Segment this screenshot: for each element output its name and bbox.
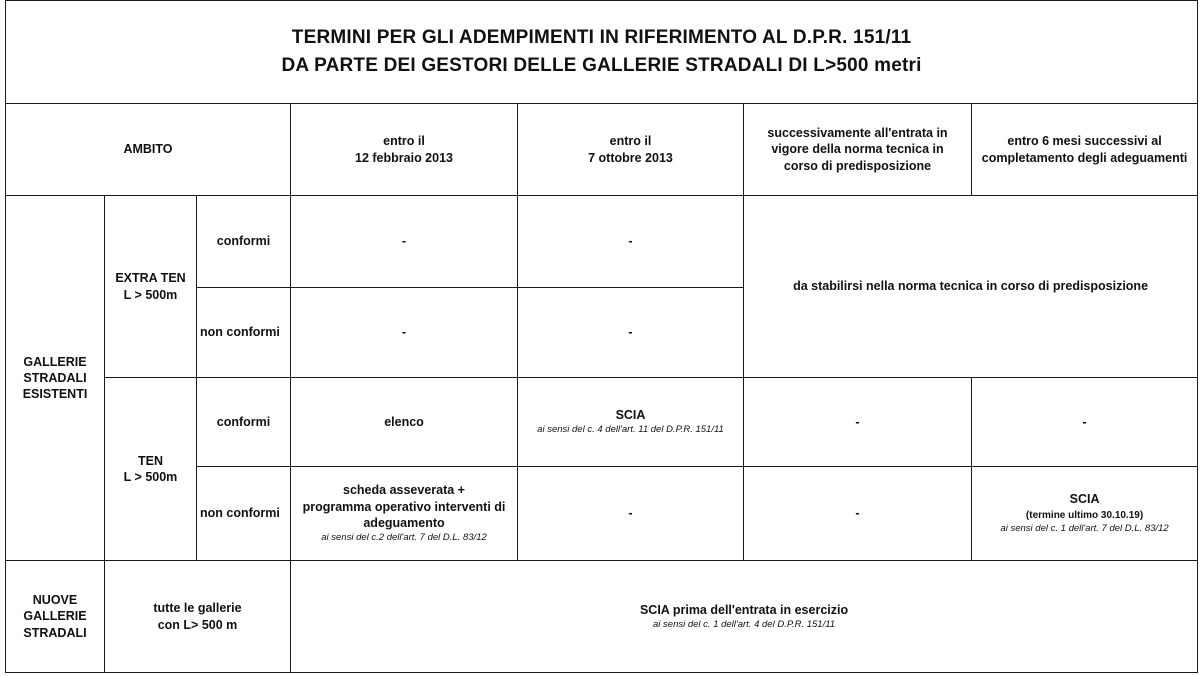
table-row xyxy=(6,378,1198,467)
header-col-after-norm: successivamente all'entrata in vigore della norma tecnica in corso di predisposizione xyxy=(744,104,972,196)
header-col-oct-2013: entro il 7 ottobre 2013 xyxy=(518,104,744,196)
header-ambito: AMBITO xyxy=(6,104,291,196)
extra-ten-conformi-label: conformi xyxy=(197,196,291,288)
title-row xyxy=(6,1,1198,104)
ten-conformi-col2: SCIA ai sensi del c. 4 dell'art. 11 del D.P.R. 151/11 xyxy=(518,378,744,467)
extra-ten-non-conformi-label: non conformi xyxy=(197,288,291,378)
ten-non-conformi-col1: scheda asseverata + programma operativo interventi di adeguamento ai sensi del c.2 dell'art. 7 del D.L. 83/12 xyxy=(291,467,518,561)
ten-non-conformi-col4: SCIA (termine ultimo 30.10.19) ai sensi del c. 1 dell'art. 7 del D.L. 83/12 xyxy=(972,467,1198,561)
ten-non-conformi-col2: - xyxy=(518,467,744,561)
ten-label: TEN L > 500m xyxy=(105,378,197,561)
extra-ten-non-conformi-col1: - xyxy=(291,288,518,378)
deadlines-document xyxy=(5,0,1197,672)
ten-non-conformi-col3: - xyxy=(744,467,972,561)
extra-ten-conformi-col2: - xyxy=(518,196,744,288)
header-col-6-months: entro 6 mesi successivi al completamento degli adeguamenti xyxy=(972,104,1198,196)
table-row xyxy=(6,561,1198,673)
header-row xyxy=(6,104,1198,196)
title-line-1: TERMINI PER GLI ADEMPIMENTI IN RIFERIMENTO AL D.P.R. 151/11 xyxy=(291,27,912,49)
extra-ten-conformi-col1: - xyxy=(291,196,518,288)
new-tunnels-label: NUOVE GALLERIE STRADALI xyxy=(6,561,105,673)
new-tunnels-requirement: SCIA prima dell'entrata in esercizio ai sensi del c. 1 dell'art. 4 del D.P.R. 151/11 xyxy=(291,561,1198,673)
table-row xyxy=(6,196,1198,288)
ten-non-conformi-label: non conformi xyxy=(197,467,291,561)
ten-conformi-col4: - xyxy=(972,378,1198,467)
ten-conformi-label: conformi xyxy=(197,378,291,467)
ten-conformi-col1: elenco xyxy=(291,378,518,467)
header-col-feb-2013: entro il 12 febbraio 2013 xyxy=(291,104,518,196)
existing-tunnels-label: GALLERIE STRADALI ESISTENTI xyxy=(6,196,105,561)
extra-ten-merged-note: da stabilirsi nella norma tecnica in corso di predisposizione xyxy=(744,196,1198,378)
ten-conformi-col3: - xyxy=(744,378,972,467)
title-line-2: DA PARTE DEI GESTORI DELLE GALLERIE STRADALI DI L>500 metri xyxy=(281,55,922,76)
extra-ten-label: EXTRA TEN L > 500m xyxy=(105,196,197,378)
new-tunnels-scope: tutte le gallerie con L> 500 m xyxy=(105,561,291,673)
deadlines-table xyxy=(5,0,1198,673)
document-title xyxy=(6,1,1198,104)
extra-ten-non-conformi-col2: - xyxy=(518,288,744,378)
